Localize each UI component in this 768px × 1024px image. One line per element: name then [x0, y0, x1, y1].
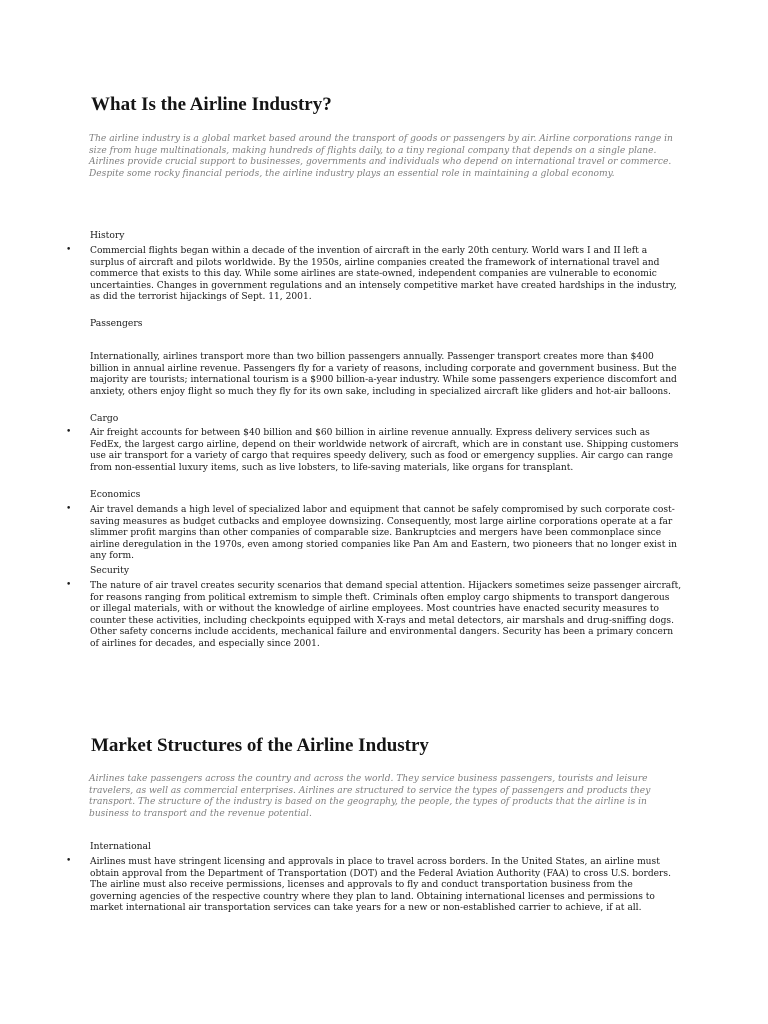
bullet-marker: • — [66, 245, 72, 255]
section-text-international: Airlines must have stringent licensing and approvals in place to travel across borders. In the United States, an airline must obtain approval from the Department of Transportation (DOT) and the Federal Aviation Authority (FAA) to cross U.S. borders. The airline must also receive permissions, licenses and approvals to fly and conduct transportation business from the governing agencies of the respective country where they plan to land. Obtaining international licenses and permissions to market international air transportation services can take years for a new or non-established carrier to achieve, if at all. — [90, 857, 671, 914]
intro-paragraph: Airlines take passengers across the country and across the world. They service business passengers, tourists and leisure travelers, as well as commercial enterprises. Airlines are structured to service the types of passengers and products they transport. The structure of the industry is based on the geography, the people, the types of products that the airline is in business to transport and the revenue potential. — [89, 774, 651, 819]
bullet-marker: • — [66, 427, 72, 437]
section-heading-security: Security — [90, 565, 130, 576]
section-heading-passengers: Passengers — [90, 318, 143, 329]
bullet-marker: • — [66, 504, 72, 514]
section-text-security: The nature of air travel creates security scenarios that demand special attention. Hijackers sometimes seize passenger aircraft, for reasons ranging from political extremism to simple theft. Criminals often employ cargo shipments to transport dangerous or illegal materials, with or without the knowledge of airline employees. Most countries have enacted security measures to counter these activities, including checkpoints equipped with X-rays and metal detectors, air marshals and drug-sniffing dogs. Other safety concerns include accidents, mechanical failure and environmental dangers. Security has been a primary concern of airlines for decades, and especially since 2001. — [90, 581, 682, 649]
section-title-market-structures: Market Structures of the Airline Industry — [91, 735, 429, 756]
section-text-passengers: Internationally, airlines transport more than two billion passengers annually. Passenger transport creates more than $400 billion in annual airline revenue. Passengers fly for a variety of reasons, including corporate and government business. But the majority are tourists; international tourism is a $900 billion-a-year industry. While some passengers experience discomfort and anxiety, others enjoy flight so much they fly for its own sake, including in specialized aircraft like gliders and hot-air balloons. — [90, 352, 677, 397]
page-title: What Is the Airline Industry? — [91, 94, 332, 115]
section-text-cargo: Air freight accounts for between $40 billion and $60 billion in airline revenue annually. Express delivery services such as FedEx, the largest cargo airline, depend on their worldwide network of aircraft, which are in constant use. Shipping customers use air transport for a variety of cargo that requires speedy delivery, such as food or emergency supplies. Air cargo can range from non-essential luxury items, such as live lobsters, to life-saving materials, like organs for transplant. — [90, 428, 679, 473]
section-heading-cargo: Cargo — [90, 413, 119, 424]
intro-paragraph: The airline industry is a global market based around the transport of goods or passengers by air. Airline corporations range in size from huge multinationals, making hundreds of flights daily, to a tiny regional company that depends on a single plane. Airlines provide crucial support to businesses, governments and individuals who depend on international travel or commerce. Despite some rocky financial periods, the airline industry plays an essential role in maintaining a global economy. — [89, 134, 673, 179]
section-text-economics: Air travel demands a high level of specialized labor and equipment that cannot be safely compromised by such corporate cost-saving measures as budget cutbacks and employee downsizing. Consequently, most large airline corporations operate at a far slimmer profit margins than other companies of comparable size. Bankruptcies and mergers have been commonplace since airline deregulation in the 1970s, even among storied companies like Pan Am and Eastern, two pioneers that no longer exist in any form. — [90, 505, 678, 562]
bullet-marker: • — [66, 856, 72, 866]
section-heading-economics: Economics — [90, 489, 141, 500]
section-heading-international: International — [90, 841, 151, 852]
section-heading-history: History — [90, 230, 125, 241]
section-text-history: Commercial flights began within a decade of the invention of aircraft in the early 20th century. World wars I and II left a surplus of aircraft and pilots worldwide. By the 1950s, airline companies created the framework of international travel and commerce that exists to this day. While some airlines are state-owned, independent companies are vulnerable to economic uncertainties. Changes in government regulations and an intensely competitive market have created hardships in the industry, as did the terrorist hijackings of Sept. 11, 2001. — [90, 246, 677, 303]
bullet-marker: • — [66, 580, 72, 590]
